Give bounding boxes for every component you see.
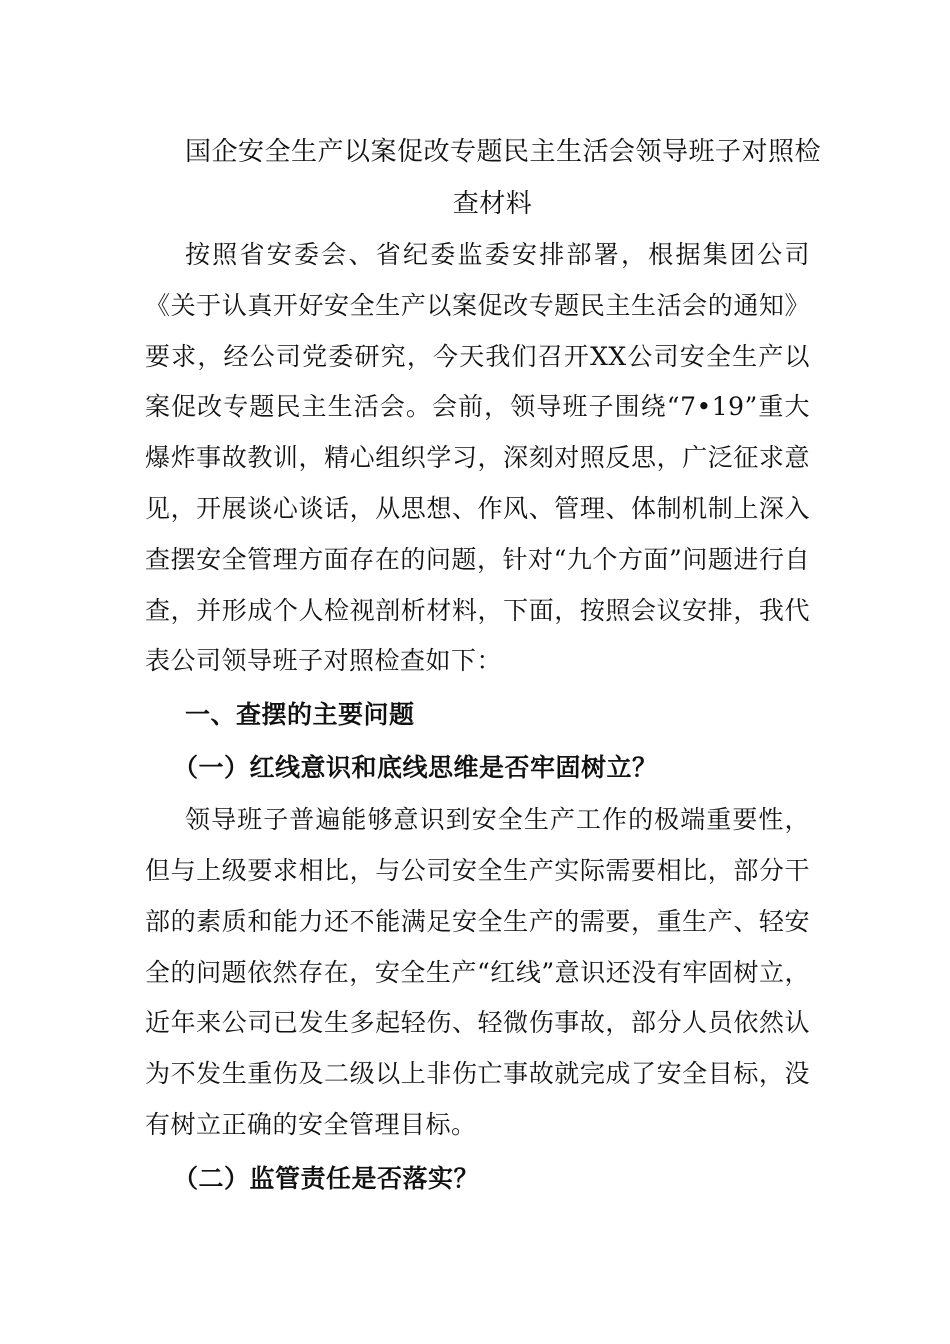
title-line-2: 查材料 (452, 189, 533, 219)
document-body (145, 126, 822, 1204)
subsection-1-body: 领导班子普遍能够意识到安全生产工作的极端重要性，但与上级要求相比，与公司安全生产实际需要相比，部分干部的素质和能力还不能满足安全生产的需要，重生产、轻安全的问题依然存在，安全生产“红线”意识还没有牢固树立，近年来公司已发生多起轻伤、轻微伤事故，部分人员依然认为不发生重伤及二级以上非伤亡事故就完成了安全目标，没有树立正确的安全管理目标。 (145, 805, 810, 1139)
subsection-heading-1: （一）红线意识和底线思维是否牢固树立？ (173, 753, 658, 783)
document-title (145, 126, 822, 230)
title-line-1: 国企安全生产以案促改专题民主生活会领导班子对照检 (185, 137, 822, 167)
intro-paragraph: 按照省安委会、省纪委监委安排部署，根据集团公司《关于认真开好安全生产以案促改专题民主生活会的通知》要求，经公司党委研究，今天我们召开XX公司安全生产以案促改专题民主生活会。会前，领导班子围绕“7•19”重大爆炸事故教训，精心组织学习，深刻对照反思，广泛征求意见，开展谈心谈话，从思想、作风、管理、体制机制上深入查摆安全管理方面存在的问题，针对“九个方面”问题进行自查，并形成个人检视剖析材料，下面，按照会议安排，我代表公司领导班子对照检查如下： (145, 240, 810, 676)
section-heading-1: 一、查摆的主要问题 (185, 700, 415, 730)
subsection-heading-2: （二）监管责任是否落实？ (173, 1163, 480, 1193)
